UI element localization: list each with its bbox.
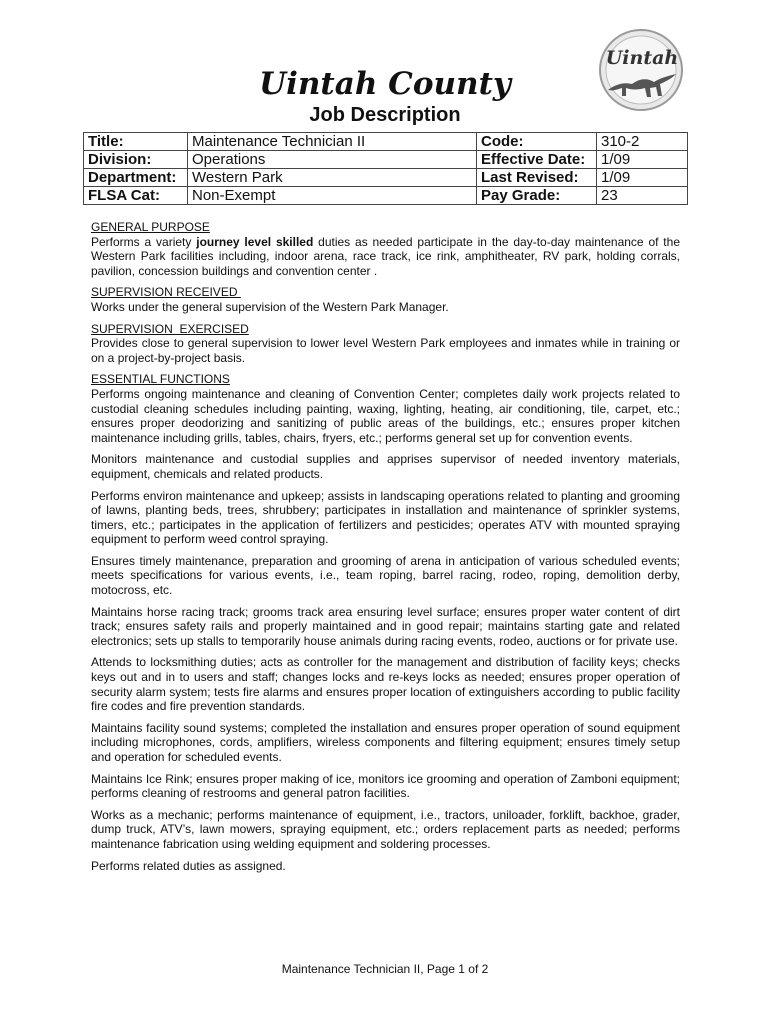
table-row [84, 169, 688, 187]
last-revised-value: 1/09 [597, 169, 688, 187]
logo-wordmark: Uintah [605, 47, 679, 69]
function-paragraph: Monitors maintenance and custodial supplies and apprises supervisor of needed inventory materials, equipment, chemicals and related products. [91, 452, 680, 481]
supervision-exercised-text: Provides close to general supervision to lower level Western Park employees and inmates while in training or on a project-by-project basis. [91, 336, 680, 365]
document-subtitle: Job Description [309, 104, 461, 126]
page-footer: Maintenance Technician II, Page 1 of 2 [281, 962, 489, 976]
section-heading: ESSENTIAL FUNCTIONS [91, 372, 230, 387]
uintah-logo [596, 24, 686, 114]
table-row [84, 133, 688, 151]
function-paragraph: Performs related duties as assigned. [91, 858, 286, 873]
emphasis-text: journey level skilled [196, 234, 314, 249]
department-value: Western Park [188, 169, 477, 187]
flsa-cat-value: Non-Exempt [188, 187, 477, 205]
table-row [84, 151, 688, 169]
division-label: Division: [84, 151, 188, 169]
document-title: Uintah County [259, 66, 511, 102]
pay-grade-value: 23 [597, 187, 688, 205]
title-label: Title: [84, 133, 188, 151]
function-paragraph: Performs ongoing maintenance and cleaning of Convention Center; completes daily work projects related to custodial cleaning schedules including painting, waxing, lighting, heating, air conditioning, tile, carpet, etc.; ensures proper deodorizing and sanitizing of public areas of the buildings, etc.; ensures proper kitchen maintenance including grills, tables, chairs, fryers, etc.; performs general set up for convention events. [91, 386, 680, 445]
function-paragraph: Maintains facility sound systems; completed the installation and ensures proper operation of sound equipment including microphones, cords, amplifiers, wireless components and filtering equipment; ensures timely setup and operation for scheduled events. [91, 720, 680, 764]
last-revised-label: Last Revised: [477, 169, 597, 187]
document-body [91, 220, 680, 880]
general-purpose-section [91, 220, 680, 278]
code-label: Code: [477, 133, 597, 151]
department-label: Department: [84, 169, 188, 187]
function-paragraph: Works as a mechanic; performs maintenance of equipment, i.e., tractors, uniloader, forklift, backhoe, grader, dump truck, ATV’s, lawn mowers, spraying equipment, etc.; orders replacement parts as needed; performs maintenance fabrication using welding equipment and soldering processes. [91, 807, 680, 851]
effective-date-label: Effective Date: [477, 151, 597, 169]
essential-functions-section [91, 372, 680, 873]
supervision-received-text: Works under the general supervision of the Western Park Manager. [91, 299, 449, 314]
code-value: 310-2 [597, 133, 688, 151]
job-info-table [83, 132, 688, 205]
division-value: Operations [188, 151, 477, 169]
section-heading: GENERAL PURPOSE [91, 220, 210, 234]
flsa-cat-label: FLSA Cat: [84, 187, 188, 205]
function-paragraph: Ensures timely maintenance, preparation and grooming of arena in anticipation of various scheduled events; meets specifications for various events, i.e., team roping, barrel racing, rodeo, roping, demolition derby, motocross, etc. [91, 553, 680, 598]
general-purpose-text: Performs a variety journey level skilled duties as needed participate in the day-to-day maintenance of the Western Park facilities including, indoor arena, race track, ice rink, amphitheater, RV park, holding corrals, pavilion, concession buildings and convention center . [91, 234, 680, 278]
effective-date-value: 1/09 [597, 151, 688, 169]
function-paragraph: Attends to locksmithing duties; acts as controller for the management and distribution of facility keys; checks keys out and in to users and staff; changes locks and re-keys locks as needed; ensures proper operation of security alarm system; tests fire alarms and ensures proper location of extinguishers according to public facility fire codes and fire prevention standards. [91, 655, 680, 714]
pay-grade-label: Pay Grade: [477, 187, 597, 205]
function-paragraph: Maintains horse racing track; grooms track area ensuring level surface; ensures proper water content of dirt track; ensures safety rails and properly maintained and in good repair; maintains starting gate and related electronics; sets up stalls to temporarily house animals during racing events, rodeo, auctions or for private use. [91, 604, 680, 648]
section-heading: SUPERVISION EXERCISED [91, 321, 249, 336]
section-heading: SUPERVISION RECEIVED [91, 285, 241, 300]
title-value: Maintenance Technician II [188, 133, 477, 151]
table-row [84, 187, 688, 205]
function-paragraph: Performs environ maintenance and upkeep; assists in landscaping operations related to planting and grooming of lawns, planting beds, trees, shrubbery; participates in installation and maintenance of sprinkler systems, timers, etc.; participates in the application of fertilizers and pesticides; operates ATV with mounted spraying equipment to perform weed control spraying. [91, 488, 680, 547]
supervision-received-section [91, 285, 680, 314]
function-paragraph: Maintains Ice Rink; ensures proper making of ice, monitors ice grooming and operation of Zamboni equipment; performs cleaning of restrooms and general patron facilities. [91, 771, 680, 801]
supervision-exercised-section [91, 322, 680, 366]
